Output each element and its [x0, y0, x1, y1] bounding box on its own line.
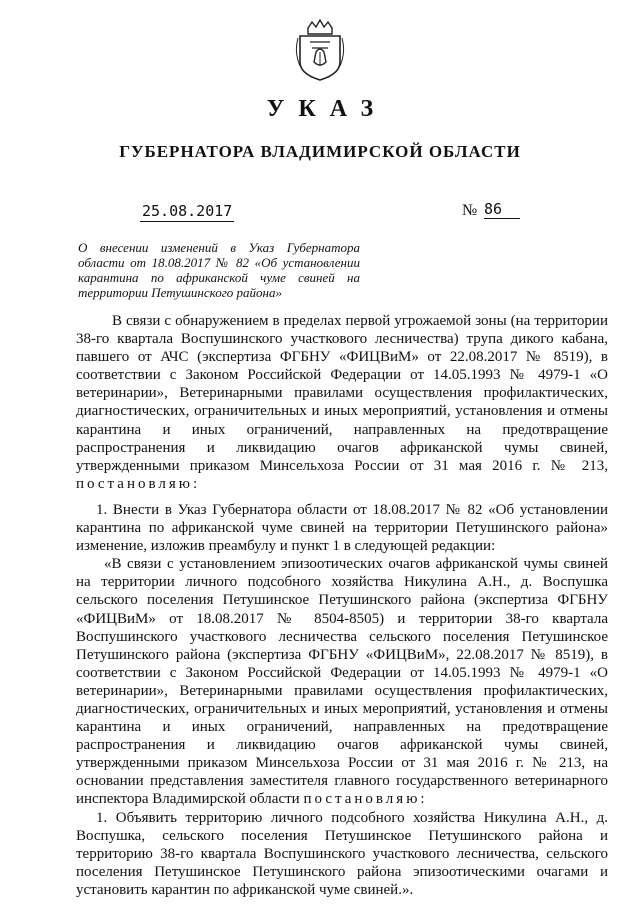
- preamble-paragraph: [76, 312, 608, 493]
- document-date: 25.08.2017: [142, 202, 233, 220]
- document-number-label: №: [462, 202, 478, 219]
- quoted-preamble-text: «В связи с установлением эпизоотических очагов африканской чумы свиней на территории личного подсобного хозяйства Никулина А.Н., д. Воспушка сельского поселения Петушинское Петушинского района (экспертиза ФГБНУ «ФИЦВиМ» от 18.08.2017 № 8504-8505) и территории 38-го квартала Воспушинского участкового лесничества сельского поселения Петушинское Петушинского района (экспертиза ФГБНУ «ФИЦВиМ», 22.08.2017 № 8519), в соответствии с Законом Российской Федерации от 14.05.1993 № 4979-1 «О ветеринарии», Ветеринарными правилами осуществления профилактических, диагностических, ограничительных и иных мероприятий, установления и отмены карантина и иных ограничений, направленных на предотвращение распространения и ликвидацию очагов африканской чумы свиней, утвержденными приказом Минсельхоза России от 31 мая 2016 г. № 213, на основании представления заместителя главного государственного ветеринарного инспектора Владимирской области: [76, 556, 608, 808]
- item-1-paragraph: 1. Внести в Указ Губернатора области от 18.08.2017 № 82 «Об установлении карантина по африканской чуме свиней на территории Петушинского района» изменение, изложив преамбулу и пункт 1 в следующей редакции:: [76, 501, 608, 555]
- coat-of-arms-icon: [294, 18, 346, 82]
- document-body: [76, 312, 608, 899]
- document-number: 86: [484, 200, 520, 219]
- quoted-preamble-paragraph: [76, 555, 608, 808]
- quoted-item-1-paragraph: 1. Объявить территорию личного подсобного хозяйства Никулина А.Н., д. Воспушка, сельского поселения Петушинское Петушинского района и территорию 38-го квартала Воспушинского участкового лесничества, сельского поселения Петушинское Петушинского района эпизоотическими очагами и установить карантин по африканской чуме свиней.».: [76, 809, 608, 898]
- quoted-preamble-keyword: постановляю:: [303, 791, 428, 808]
- preamble-keyword: постановляю:: [76, 475, 201, 492]
- document-issuer: ГУБЕРНАТОРА ВЛАДИМИРСКОЙ ОБЛАСТИ: [119, 142, 521, 161]
- preamble-text: В связи с обнаружением в пределах первой угрожаемой зоны (на территории 38-го квартала Воспушинского участкового лесничества) трупа дикого кабана, павшего от АЧС (экспертиза ФГБНУ «ФИЦВиМ» от 22.08.2017 № 8519), в соответствии с Законом Российской Федерации от 14.05.1993 № 4979-1 «О ветеринарии», Ветеринарными правилами осуществления профилактических, диагностических, ограничительных и иных мероприятий, установления и отмены карантина и иных ограничений, направленных на предотвращение распространения и ликвидацию очагов африканской чумы свиней, утвержденными приказом Минсельхоза России от 31 мая 2016 г. № 213,: [76, 313, 608, 474]
- document-subject: О внесении изменений в Указ Губернатора области от 18.08.2017 № 82 «Об установлении карантина по африканской чуме свиней на территории Петушинского района»: [78, 240, 360, 300]
- document-title: УКАЗ: [266, 96, 388, 122]
